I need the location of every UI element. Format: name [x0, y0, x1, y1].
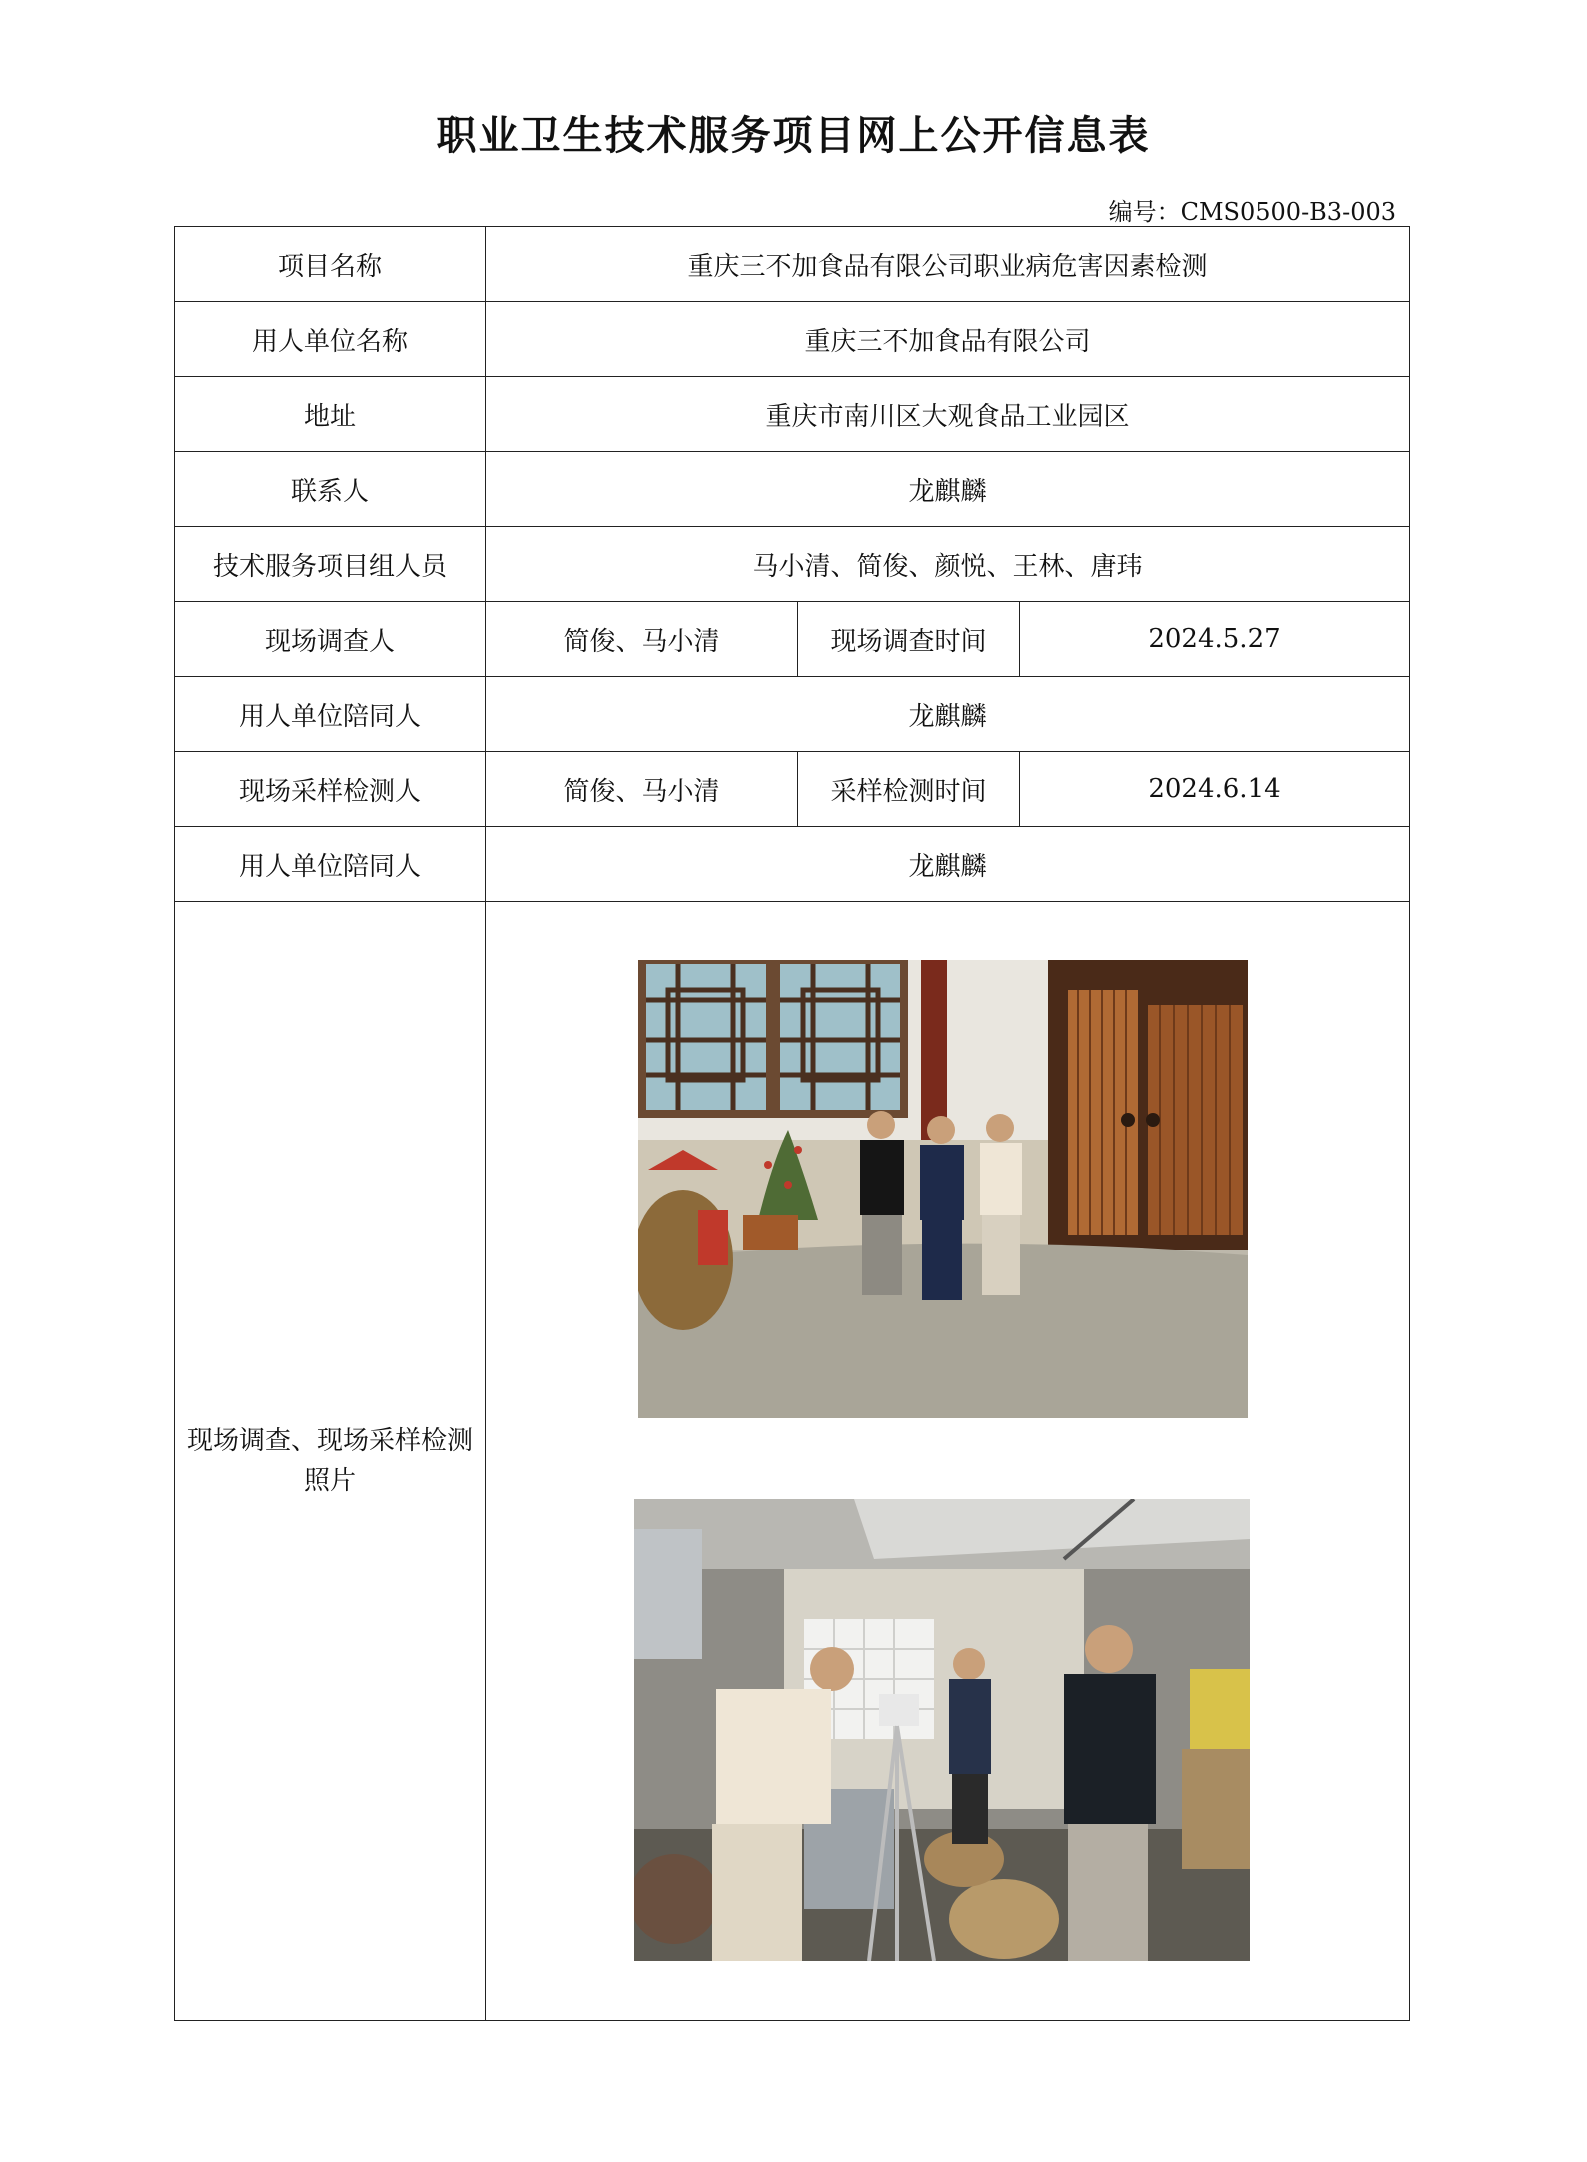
survey-photo — [638, 960, 1248, 1418]
info-table — [174, 226, 1410, 2021]
photos-container — [486, 902, 1409, 2020]
sampling-escort-value: 龙麒麟 — [486, 827, 1410, 902]
table-row — [175, 452, 1410, 527]
sampling-escort-label: 用人单位陪同人 — [175, 827, 486, 902]
address-value: 重庆市南川区大观食品工业园区 — [486, 377, 1410, 452]
table-row — [175, 602, 1410, 677]
sampling-person-value: 简俊、马小清 — [486, 752, 798, 827]
survey-escort-value: 龙麒麟 — [486, 677, 1410, 752]
employer-name-label: 用人单位名称 — [175, 302, 486, 377]
table-row — [175, 302, 1410, 377]
contact-value: 龙麒麟 — [486, 452, 1410, 527]
sampling-time-value: 2024.6.14 — [1020, 752, 1410, 827]
team-value: 马小清、简俊、颜悦、王林、唐玮 — [486, 527, 1410, 602]
table-row — [175, 902, 1410, 2021]
table-row — [175, 227, 1410, 302]
survey-time-value: 2024.5.27 — [1020, 602, 1410, 677]
project-name-value: 重庆三不加食品有限公司职业病危害因素检测 — [486, 227, 1410, 302]
team-label: 技术服务项目组人员 — [175, 527, 486, 602]
sampling-time-label: 采样检测时间 — [798, 752, 1020, 827]
sampling-photo — [634, 1499, 1250, 1961]
contact-label: 联系人 — [175, 452, 486, 527]
survey-person-label: 现场调查人 — [175, 602, 486, 677]
table-row — [175, 527, 1410, 602]
sampling-person-label: 现场采样检测人 — [175, 752, 486, 827]
address-label: 地址 — [175, 377, 486, 452]
photos-label: 现场调查、现场采样检测照片 — [175, 902, 486, 2021]
table-row — [175, 677, 1410, 752]
survey-time-label: 现场调查时间 — [798, 602, 1020, 677]
table-row — [175, 377, 1410, 452]
document-number: 编号：CMS0500-B3-003 — [1108, 198, 1396, 226]
table-row — [175, 752, 1410, 827]
project-name-label: 项目名称 — [175, 227, 486, 302]
table-row — [175, 827, 1410, 902]
survey-escort-label: 用人单位陪同人 — [175, 677, 486, 752]
page-title: 职业卫生技术服务项目网上公开信息表 — [436, 113, 1151, 159]
photos-cell — [486, 902, 1410, 2021]
employer-name-value: 重庆三不加食品有限公司 — [486, 302, 1410, 377]
survey-person-value: 简俊、马小清 — [486, 602, 798, 677]
